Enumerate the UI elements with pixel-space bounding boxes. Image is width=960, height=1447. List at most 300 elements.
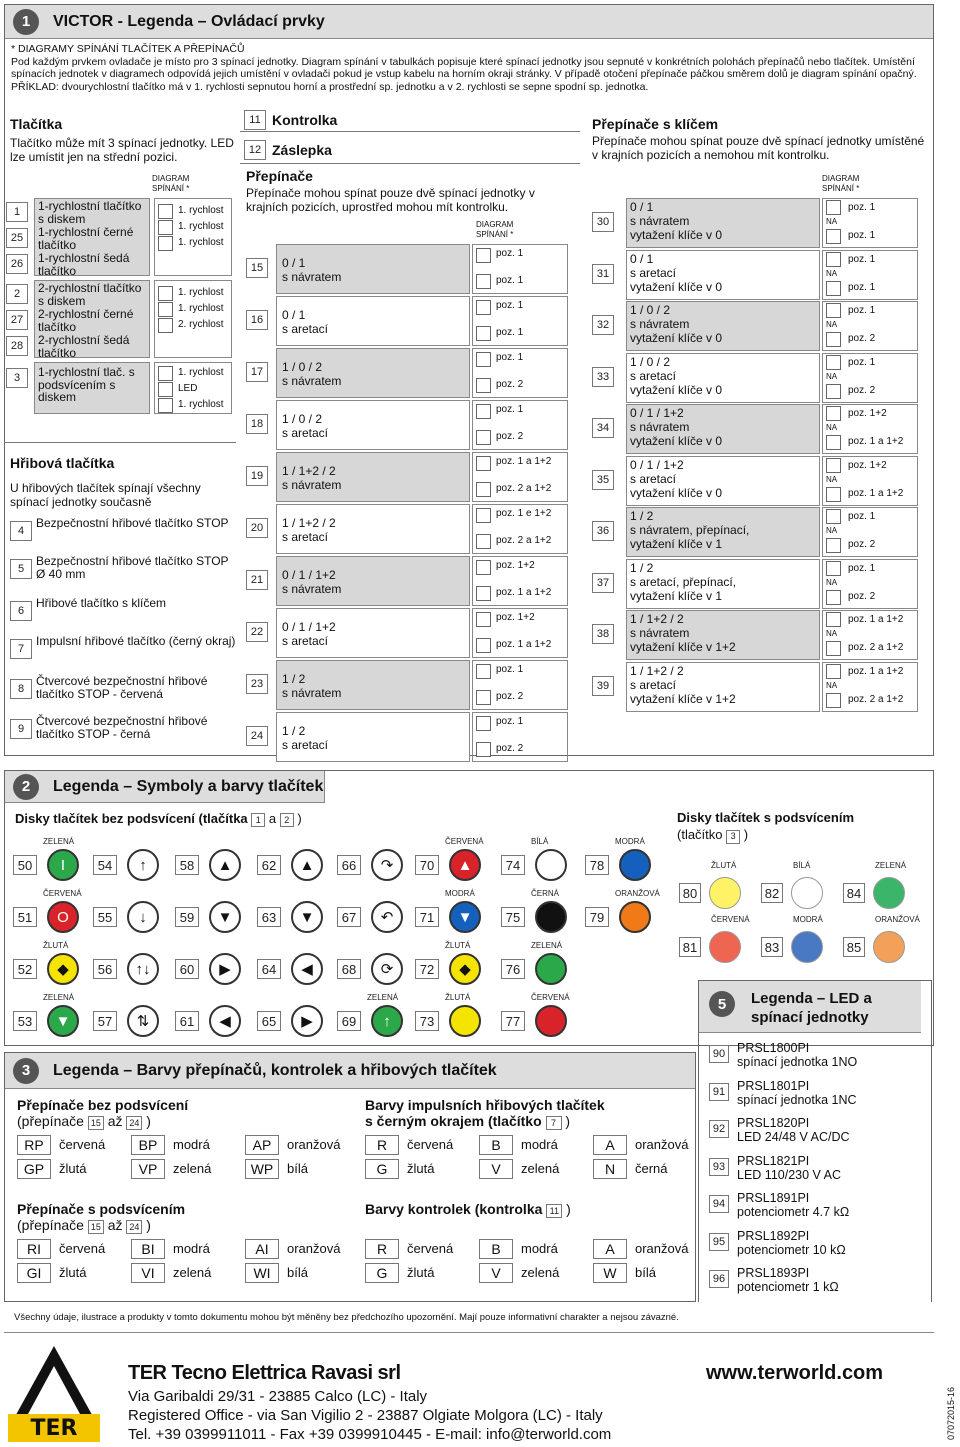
az-text: až	[107, 1113, 123, 1129]
prepinac-pos: 0 / 1	[282, 256, 306, 270]
section-5-title-1: Legenda – LED a	[751, 990, 872, 1007]
disc-glyph: ▲	[457, 856, 473, 874]
disc-glyph: ↑↓	[135, 960, 151, 978]
disc-glyph: ▶	[301, 1013, 313, 1030]
symbol-number: 84	[843, 883, 865, 903]
hrib-title: Hřibová tlačítka	[10, 455, 115, 471]
color-name: zelená	[173, 1265, 212, 1280]
na-label: NA	[826, 217, 838, 226]
symbol-cell	[93, 843, 173, 889]
section-3-header	[5, 1053, 695, 1089]
disks-plain-title	[15, 811, 302, 827]
klic-key: vytažení klíče v 0	[630, 331, 723, 345]
button-disc-icon	[291, 953, 323, 985]
klic-key: vytažení klíče v 0	[630, 434, 723, 448]
diagram-value: poz. 2	[496, 431, 524, 442]
ter-logo-text: TER	[30, 1416, 78, 1441]
klic-type: s aretací	[630, 265, 677, 280]
symbol-cell	[175, 895, 255, 941]
symbol-number: 73	[415, 1011, 439, 1031]
item-number: 9	[10, 719, 32, 739]
diagram-value: 1. rychlost	[178, 205, 224, 216]
disc-glyph: ▶	[219, 961, 231, 978]
led-symbol-cell	[679, 915, 759, 975]
prepinace-diagram-label: DIAGRAM SPÍNÁNÍ *	[476, 220, 514, 239]
color-code: R	[365, 1135, 399, 1155]
prepinace-s-title	[17, 1201, 185, 1234]
kontrolky-title	[365, 1201, 571, 1218]
symbol-cell	[337, 993, 417, 1045]
color-name: červená	[407, 1241, 454, 1256]
diagram-checkbox	[826, 200, 841, 215]
address: Via Garibaldi 29/31 - 23885 Calco (LC) - Italy	[128, 1388, 428, 1405]
diagram-checkbox	[476, 742, 491, 757]
klic-type: s návratem	[630, 317, 690, 331]
section-number: 2	[13, 774, 39, 800]
button-disc-icon	[371, 849, 403, 881]
klic-pos: 1 / 2	[630, 509, 654, 523]
klic-key: vytažení klíče v 0	[630, 228, 723, 242]
section-title: Legenda – Barvy přepínačů, kontrolek a hřibových tlačítek	[53, 1061, 497, 1079]
klic-row	[586, 662, 926, 712]
symbol-cell	[415, 941, 495, 993]
part-code: PRSL1893PI	[737, 1266, 810, 1280]
led-disc-icon	[873, 931, 905, 963]
klic-pos: 0 / 1 / 1+2	[630, 457, 684, 472]
kontrolky-title-text: Barvy kontrolek (kontrolka	[365, 1201, 543, 1217]
klic-row	[586, 353, 926, 403]
diagram-checkbox	[826, 509, 841, 524]
item-number: 21	[246, 570, 268, 590]
item-number: 92	[709, 1120, 729, 1138]
symbol-number: 69	[337, 1011, 361, 1031]
button-disc-icon	[371, 1005, 403, 1037]
prepinac-pos: 1 / 0 / 2	[282, 360, 323, 374]
item-number: 35	[592, 470, 614, 490]
diagram-value: poz. 1+2	[496, 612, 535, 623]
impulsni-title	[365, 1097, 605, 1130]
disks-led-title-text: Disky tlačítek s podsvícením	[677, 810, 855, 825]
na-label: NA	[826, 371, 838, 381]
klic-row	[586, 198, 926, 248]
klic-pos: 1 / 1+2 / 2	[630, 612, 684, 626]
color-code: WI	[245, 1263, 279, 1283]
symbol-color-label: MODRÁ	[615, 837, 645, 846]
diagram-checkbox	[158, 236, 173, 251]
symbol-color-label: ŽLUTÁ	[445, 993, 471, 1002]
button-disc-icon	[209, 1005, 241, 1037]
item-number: 37	[592, 573, 614, 593]
color-code: VP	[131, 1159, 165, 1179]
symbol-number: 60	[175, 959, 199, 979]
kontrolka-label: Kontrolka	[272, 112, 338, 128]
diagram-value: poz. 1	[848, 202, 876, 213]
symbol-color-label: ČERVENÁ	[531, 993, 570, 1002]
symbol-color-label: BÍLÁ	[793, 861, 811, 870]
symbol-number: 64	[257, 959, 281, 979]
diagram-value: LED	[178, 383, 198, 394]
color-name: žlutá	[59, 1265, 87, 1280]
symbol-number: 80	[679, 883, 701, 903]
diagram-checkbox	[476, 274, 491, 289]
tlacitka-group	[4, 280, 236, 358]
prepinac-type: s návratem	[282, 582, 342, 596]
na-label: NA	[826, 268, 838, 278]
symbol-number: 70	[415, 855, 439, 875]
part-code: PRSL1801PI	[737, 1078, 810, 1093]
diagram-checkbox	[826, 355, 841, 370]
klic-type: s aretací, přepínací,	[630, 574, 737, 589]
diagram-value: poz. 1 e 1+2	[496, 508, 552, 519]
item-number: 20	[246, 518, 268, 538]
button-disc-icon	[535, 1005, 567, 1037]
button-disc-icon	[535, 953, 567, 985]
section-number: 3	[13, 1058, 39, 1084]
symbol-cell	[13, 889, 93, 941]
na-label: NA	[826, 629, 838, 638]
diagram-value: 2. rychlost	[178, 319, 224, 330]
doc-code: 07072015-16	[946, 1386, 956, 1440]
button-disc-icon	[209, 849, 241, 881]
hrib-item: Bezpečnostní hřibové tlačítko STOP Ø 40 mm	[36, 554, 229, 581]
part-code: PRSL1891PI	[737, 1191, 810, 1205]
diagram-checkbox	[476, 638, 491, 653]
led-disc-icon	[791, 877, 823, 909]
hrib-desc: U hřibových tlačítek spínají všechny spínací jednotky současně	[10, 481, 201, 509]
symbol-cell	[175, 999, 255, 1045]
disc-glyph: ◀	[301, 961, 313, 978]
button-disc-icon	[619, 849, 651, 881]
klic-row	[586, 507, 926, 557]
symbol-number: 74	[501, 855, 525, 875]
ref-number: 15	[88, 1116, 104, 1130]
symbol-cell	[93, 999, 173, 1045]
klic-pos: 1 / 1+2 / 2	[630, 663, 684, 678]
disc-glyph: ↶	[380, 909, 394, 926]
klic-type: s aretací	[630, 677, 677, 692]
color-code: B	[479, 1239, 513, 1259]
disc-glyph: ▼	[457, 908, 473, 926]
hrib-item: Impulsní hřibové tlačítko (černý okraj)	[36, 634, 236, 648]
diagram-checkbox	[826, 538, 841, 553]
symbol-number: 62	[257, 855, 281, 875]
item-number: 94	[709, 1195, 729, 1213]
paren: )	[297, 811, 302, 826]
prepinac-row	[240, 608, 570, 658]
symbol-number: 85	[843, 937, 865, 957]
item-number: 3	[6, 368, 28, 388]
diagram-value: poz. 1	[496, 352, 524, 363]
paren: )	[565, 1113, 571, 1129]
item-number: 25	[6, 228, 28, 248]
diagram-value: poz. 1	[496, 716, 524, 727]
diagram-checkbox	[826, 590, 841, 605]
part-desc: spínací jednotka 1NC	[737, 1092, 857, 1107]
disc-glyph: ◀	[219, 1013, 231, 1030]
symbol-number: 77	[501, 1011, 525, 1031]
diagram-value: 1. rychlost	[178, 367, 224, 378]
item-number: 4	[10, 521, 32, 541]
item-number: 26	[6, 254, 28, 274]
symbol-number: 79	[585, 907, 609, 927]
diagram-value: poz. 1	[848, 562, 876, 574]
button-disc-icon	[209, 953, 241, 985]
symbol-number: 71	[415, 907, 439, 927]
symbol-color-label: ZELENÁ	[43, 993, 75, 1002]
color-name: oranžová	[635, 1241, 689, 1256]
color-code: RP	[17, 1135, 51, 1155]
item-number: 5	[10, 559, 32, 579]
intro-line-3: PŘÍKLAD: dvourychlostní tlačítko má v 1. rychlosti sepnutou horní a prostřední sp. jednotku a v 2. rychlosti se sepne spodní sp. jednotka.	[11, 80, 649, 93]
paren: )	[566, 1201, 571, 1217]
diagram-value: poz. 1	[496, 300, 524, 311]
diagram-value: poz. 1 a 1+2	[848, 487, 904, 499]
symbol-color-label: ČERVENÁ	[43, 889, 82, 898]
color-code: GI	[17, 1263, 51, 1283]
symbol-color-label: ČERNÁ	[531, 889, 560, 898]
diagram-value: poz. 2	[848, 590, 876, 602]
item-number: 90	[709, 1045, 729, 1063]
button-disc-icon	[291, 901, 323, 933]
color-name: bílá	[287, 1161, 308, 1176]
symbol-color-label: ZELENÁ	[43, 837, 75, 846]
button-disc-icon	[449, 901, 481, 933]
disc-glyph: ↓	[139, 908, 147, 926]
item-number: 93	[709, 1158, 729, 1176]
item-number: 38	[592, 624, 614, 644]
item-number: 22	[246, 622, 268, 642]
symbol-color-label: ORANŽOVÁ	[615, 889, 660, 898]
symbol-number: 51	[13, 907, 37, 927]
symbol-cell	[585, 837, 665, 889]
symbol-cell	[175, 843, 255, 889]
section-title	[751, 989, 872, 1027]
klic-pos: 1 / 2	[630, 560, 654, 575]
diagram-value: poz. 2	[848, 539, 876, 550]
and-text: a	[268, 811, 277, 826]
color-name: zelená	[521, 1161, 560, 1176]
symbol-cell	[501, 837, 581, 889]
diagram-checkbox	[158, 220, 173, 235]
button-disc-icon	[47, 953, 79, 985]
diagram-checkbox	[476, 586, 491, 601]
item-number: 2	[6, 284, 28, 304]
symbol-number: 82	[761, 883, 783, 903]
color-name: oranžová	[635, 1137, 689, 1152]
part-desc: spínací jednotka 1NO	[737, 1055, 858, 1069]
ref-number: 3	[726, 830, 740, 844]
prepinace-desc: Přepínače mohou spínat pouze dvě spínací jednotky v krajních pozicích, uprostřed mohou mít kontrolku.	[246, 186, 535, 214]
prepinac-type: s aretací	[282, 634, 329, 648]
diagram-checkbox	[476, 534, 491, 549]
zaslepka-label: Záslepka	[272, 142, 332, 158]
diagram-checkbox	[476, 456, 491, 471]
item-number: 27	[6, 310, 28, 330]
symbol-cell	[93, 947, 173, 993]
color-code: G	[365, 1263, 399, 1283]
button-disc-icon	[127, 953, 159, 985]
section-number: 5	[709, 991, 735, 1017]
divider	[4, 1332, 934, 1333]
tlacitka-item: 1-rychlostní tlačítko s diskem	[38, 199, 142, 226]
item-number: 30	[592, 212, 614, 232]
diagram-value: 1. rychlost	[178, 399, 224, 410]
diagram-value: poz. 2	[496, 691, 524, 702]
item-number: 32	[592, 315, 614, 335]
klic-type: s aretací	[630, 471, 677, 486]
paren: )	[743, 827, 749, 842]
symbol-color-label: BÍLÁ	[531, 837, 549, 846]
prepinace-block	[240, 164, 580, 754]
color-name: červená	[407, 1137, 454, 1152]
diagram-checkbox	[826, 458, 841, 473]
part-code: PRSL1821PI	[737, 1153, 810, 1168]
ref-number: 11	[546, 1204, 562, 1218]
part-code: PRSL1892PI	[737, 1228, 810, 1243]
na-label: NA	[826, 680, 838, 690]
item-number: 24	[246, 726, 268, 746]
button-disc-icon	[127, 901, 159, 933]
diagram-value: poz. 1 a 1+2	[496, 639, 552, 650]
color-code: R	[365, 1239, 399, 1259]
diagram-checkbox	[826, 487, 841, 502]
prepinace-title: Přepínače	[246, 168, 313, 184]
klic-pos: 1 / 0 / 2	[630, 303, 671, 317]
klic-key: vytažení klíče v 1	[630, 537, 723, 551]
symbol-cell	[415, 993, 495, 1045]
color-name: modrá	[173, 1137, 210, 1152]
disks-led-sub: (tlačítko	[677, 827, 723, 842]
disc-glyph: ↑	[383, 1012, 391, 1030]
symbol-number: 76	[501, 959, 525, 979]
diagram-checkbox	[158, 204, 173, 219]
klic-key: vytažení klíče v 1	[630, 588, 723, 603]
color-name: žlutá	[407, 1265, 435, 1280]
klic-type: s návratem	[630, 626, 690, 640]
diagram-value: poz. 1	[848, 281, 876, 293]
color-code: V	[479, 1159, 513, 1179]
symbol-color-label: ŽLUTÁ	[711, 861, 737, 870]
item-number: 18	[246, 414, 268, 434]
symbol-cell	[501, 889, 581, 941]
prepinac-pos: 1 / 2	[282, 724, 306, 738]
kontrolka-row	[240, 108, 580, 132]
item-number: 96	[709, 1270, 729, 1288]
diagram-checkbox	[476, 326, 491, 341]
prepinac-row	[240, 712, 570, 762]
disc-glyph: ▼	[217, 908, 233, 926]
symbol-cell	[257, 843, 337, 889]
diagram-value: poz. 1	[848, 511, 876, 522]
klic-row	[586, 559, 926, 609]
diagram-value: poz. 2 a 1+2	[848, 693, 904, 705]
klic-key: vytažení klíče v 0	[630, 279, 723, 294]
symbol-number: 65	[257, 1011, 281, 1031]
item-number: 8	[10, 679, 32, 699]
zaslepka-number: 12	[244, 140, 266, 160]
diagram-checkbox	[476, 300, 491, 315]
klic-pos: 1 / 0 / 2	[630, 354, 671, 369]
diagram-checkbox	[476, 248, 491, 263]
diagram-checkbox	[476, 560, 491, 575]
klic-type: s aretací	[630, 368, 677, 383]
diagram-value: poz. 1+2	[496, 560, 535, 571]
prepinac-type: s aretací	[282, 738, 329, 752]
tlacitka-group	[4, 362, 236, 414]
hrib-block	[4, 442, 236, 754]
prepinac-type: s aretací	[282, 426, 329, 440]
disc-glyph: ⟳	[380, 961, 394, 978]
diagram-checkbox	[826, 229, 841, 244]
item-number: 33	[592, 367, 614, 387]
na-label: NA	[826, 526, 838, 535]
symbol-number: 54	[93, 855, 117, 875]
color-code: B	[479, 1135, 513, 1155]
color-code: A	[593, 1239, 627, 1259]
symbol-cell	[257, 895, 337, 941]
prepinac-pos: 1 / 0 / 2	[282, 412, 323, 426]
symbol-color-label: ZELENÁ	[875, 861, 907, 870]
symbol-color-label: ČERVENÁ	[711, 915, 750, 924]
color-code: GP	[17, 1159, 51, 1179]
prepinace-s-title-text: Přepínače s podsvícením	[17, 1201, 186, 1217]
button-disc-icon	[371, 901, 403, 933]
color-name: oranžová	[287, 1137, 341, 1152]
klic-key: vytažení klíče v 0	[630, 382, 723, 397]
diagram-checkbox	[158, 382, 173, 397]
button-disc-icon	[535, 901, 567, 933]
symbol-cell	[257, 999, 337, 1045]
symbol-number: 75	[501, 907, 525, 927]
led-symbol-cell	[843, 915, 923, 975]
diagram-value: poz. 1 a 1+2	[496, 587, 552, 598]
item-number: 19	[246, 466, 268, 486]
symbol-number: 81	[679, 937, 701, 957]
symbol-cell	[337, 895, 417, 941]
color-name: modrá	[521, 1137, 558, 1152]
na-label: NA	[826, 474, 838, 484]
prepinac-pos: 1 / 2	[282, 672, 306, 686]
diagram-checkbox	[826, 641, 841, 656]
symbol-number: 50	[13, 855, 37, 875]
diagram-checkbox	[476, 690, 491, 705]
button-disc-icon	[535, 849, 567, 881]
symbol-cell	[175, 947, 255, 993]
klic-pos: 0 / 1	[630, 200, 654, 214]
klic-row	[586, 456, 926, 506]
hrib-item: Čtvercové bezpečnostní hřibové tlačítko STOP - černá	[36, 714, 208, 741]
tlacitka-item: 2-rychlostní tlačítko s diskem	[38, 281, 142, 308]
klic-key: vytažení klíče v 0	[630, 485, 723, 500]
symbol-number: 59	[175, 907, 199, 927]
symbol-cell	[337, 947, 417, 993]
sub-text: (přepínače	[17, 1217, 84, 1233]
prepinac-type: s aretací	[282, 530, 329, 544]
button-disc-icon	[291, 849, 323, 881]
diagram-value: poz. 2 a 1+2	[496, 483, 552, 494]
na-label: NA	[826, 577, 838, 587]
diagram-value: 1. rychlost	[178, 287, 224, 298]
disks-plain-title-text: Disky tlačítek bez podsvícení (tlačítka	[15, 811, 248, 826]
klic-type: s návratem, přepínací,	[630, 523, 750, 537]
color-code: V	[479, 1263, 513, 1283]
hrib-item: Čtvercové bezpečnostní hřibové tlačítko STOP - červená	[36, 674, 208, 701]
color-code: A	[593, 1135, 627, 1155]
diagram-value: poz. 1	[848, 356, 876, 368]
symbol-number: 66	[337, 855, 361, 875]
diagram-checkbox	[158, 286, 173, 301]
diagram-value: poz. 1	[496, 275, 524, 286]
